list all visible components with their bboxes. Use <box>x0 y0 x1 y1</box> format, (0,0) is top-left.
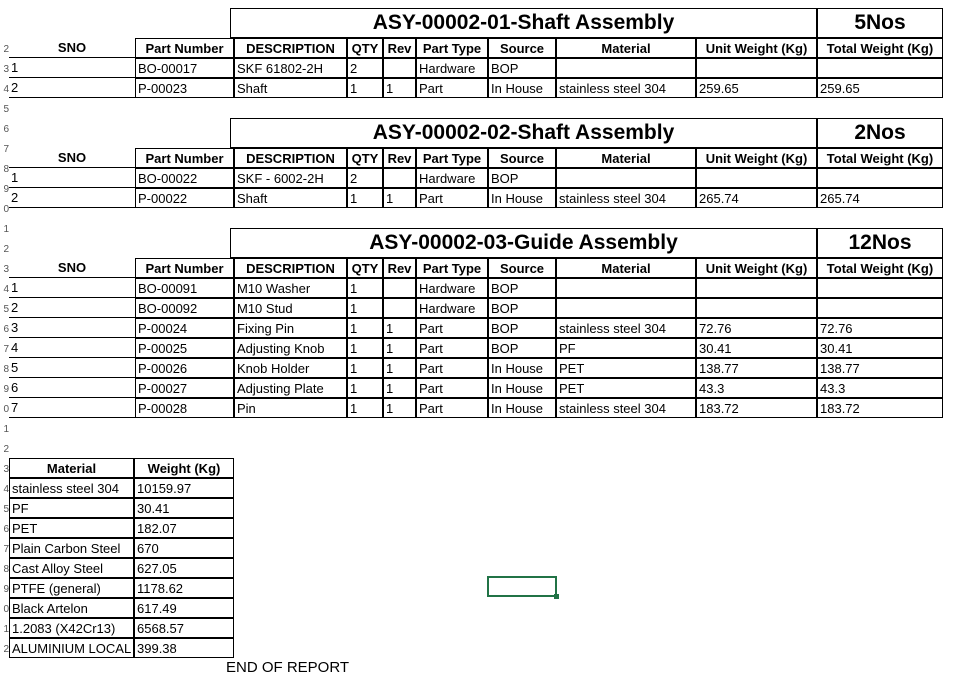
column-header[interactable]: Material <box>556 38 696 58</box>
table-cell[interactable] <box>817 298 943 318</box>
end-of-report: END OF REPORT <box>226 659 350 676</box>
column-header[interactable]: QTY <box>347 38 383 58</box>
table-cell[interactable]: 259.65 <box>696 78 817 98</box>
table-cell[interactable]: BO-00091 <box>135 278 234 298</box>
table-cell[interactable] <box>556 58 696 78</box>
table-cell[interactable]: 43.3 <box>817 378 943 398</box>
row-number[interactable]: 0 <box>3 204 9 215</box>
table-cell[interactable]: 5 <box>9 358 135 378</box>
table-cell[interactable]: 1 <box>383 78 416 98</box>
row-number[interactable]: 1 <box>3 224 9 235</box>
column-header[interactable]: Part Type <box>416 148 488 168</box>
column-header[interactable]: Rev <box>383 258 416 278</box>
table-cell[interactable]: P-00023 <box>135 78 234 98</box>
assembly-title[interactable]: ASY-00002-01-Shaft Assembly <box>230 8 817 38</box>
column-header[interactable]: Part Type <box>416 38 488 58</box>
summary-cell[interactable]: 10159.97 <box>134 478 234 498</box>
column-header[interactable]: Total Weight (Kg) <box>817 148 943 168</box>
table-cell[interactable]: M10 Washer <box>234 278 347 298</box>
row-number[interactable]: 2 <box>3 644 9 655</box>
row-number[interactable]: 9 <box>3 184 9 195</box>
table-cell[interactable]: Adjusting Plate <box>234 378 347 398</box>
summary-cell[interactable]: 627.05 <box>134 558 234 578</box>
table-cell[interactable]: 30.41 <box>696 338 817 358</box>
row-number[interactable]: 4 <box>3 484 9 495</box>
summary-header[interactable]: Material <box>9 458 134 478</box>
table-cell[interactable]: 265.74 <box>696 188 817 208</box>
table-cell[interactable]: 138.77 <box>817 358 943 378</box>
row-number[interactable]: 9 <box>3 384 9 395</box>
table-cell[interactable]: In House <box>488 358 556 378</box>
summary-cell[interactable]: 1178.62 <box>134 578 234 598</box>
column-header[interactable]: Total Weight (Kg) <box>817 258 943 278</box>
table-cell[interactable]: 1 <box>347 378 383 398</box>
row-number[interactable]: 9 <box>3 584 9 595</box>
table-cell[interactable]: Shaft <box>234 188 347 208</box>
table-cell[interactable]: SKF 61802-2H <box>234 58 347 78</box>
assembly-title[interactable]: ASY-00002-02-Shaft Assembly <box>230 118 817 148</box>
table-cell[interactable]: 1 <box>383 318 416 338</box>
table-cell[interactable]: Knob Holder <box>234 358 347 378</box>
table-cell[interactable]: 7 <box>9 398 135 418</box>
table-cell[interactable]: 1 <box>347 298 383 318</box>
table-cell[interactable]: 1 <box>9 168 135 188</box>
table-cell[interactable]: In House <box>488 78 556 98</box>
table-cell[interactable]: P-00026 <box>135 358 234 378</box>
row-number[interactable]: 7 <box>3 144 9 155</box>
table-cell[interactable]: 1 <box>383 358 416 378</box>
table-cell[interactable]: BOP <box>488 58 556 78</box>
table-cell[interactable]: P-00022 <box>135 188 234 208</box>
table-cell[interactable]: BO-00022 <box>135 168 234 188</box>
row-number[interactable]: 4 <box>3 84 9 95</box>
table-cell[interactable]: SKF - 6002-2H <box>234 168 347 188</box>
table-cell[interactable]: 1 <box>347 318 383 338</box>
table-cell[interactable]: 1 <box>9 278 135 298</box>
summary-cell[interactable]: Cast Alloy Steel <box>9 558 134 578</box>
table-cell[interactable]: Hardware <box>416 58 488 78</box>
assembly-quantity[interactable]: 5Nos <box>817 8 943 38</box>
table-cell[interactable]: Hardware <box>416 298 488 318</box>
row-number[interactable]: 0 <box>3 604 9 615</box>
table-cell[interactable]: 183.72 <box>696 398 817 418</box>
table-cell[interactable] <box>696 298 817 318</box>
table-cell[interactable]: Hardware <box>416 168 488 188</box>
table-cell[interactable]: BO-00017 <box>135 58 234 78</box>
table-cell[interactable]: P-00027 <box>135 378 234 398</box>
table-cell[interactable]: 3 <box>9 318 135 338</box>
row-number[interactable]: 6 <box>3 324 9 335</box>
column-header[interactable]: Part Number <box>135 258 234 278</box>
summary-cell[interactable]: stainless steel 304 <box>9 478 134 498</box>
table-cell[interactable]: 265.74 <box>817 188 943 208</box>
table-cell[interactable]: BO-00092 <box>135 298 234 318</box>
summary-cell[interactable]: 670 <box>134 538 234 558</box>
table-cell[interactable]: P-00025 <box>135 338 234 358</box>
table-cell[interactable] <box>383 58 416 78</box>
table-cell[interactable]: Adjusting Knob <box>234 338 347 358</box>
summary-header[interactable]: Weight (Kg) <box>134 458 234 478</box>
row-number[interactable]: 1 <box>3 424 9 435</box>
table-cell[interactable]: PF <box>556 338 696 358</box>
table-cell[interactable]: Pin <box>234 398 347 418</box>
table-cell[interactable]: stainless steel 304 <box>556 398 696 418</box>
table-cell[interactable]: Part <box>416 338 488 358</box>
table-cell[interactable] <box>696 278 817 298</box>
column-header[interactable]: Total Weight (Kg) <box>817 38 943 58</box>
row-number[interactable]: 2 <box>3 444 9 455</box>
column-header[interactable]: Rev <box>383 38 416 58</box>
column-header[interactable]: SNO <box>9 148 135 168</box>
table-cell[interactable]: Hardware <box>416 278 488 298</box>
table-cell[interactable]: Part <box>416 358 488 378</box>
table-cell[interactable]: 30.41 <box>817 338 943 358</box>
table-cell[interactable]: 4 <box>9 338 135 358</box>
table-cell[interactable] <box>383 168 416 188</box>
table-cell[interactable]: PET <box>556 378 696 398</box>
table-cell[interactable] <box>817 58 943 78</box>
table-cell[interactable]: M10 Stud <box>234 298 347 318</box>
row-number[interactable]: 3 <box>3 264 9 275</box>
column-header[interactable]: QTY <box>347 148 383 168</box>
table-cell[interactable]: 72.76 <box>696 318 817 338</box>
column-header[interactable]: Part Number <box>135 148 234 168</box>
table-cell[interactable]: 1 <box>347 398 383 418</box>
summary-cell[interactable]: Black Artelon <box>9 598 134 618</box>
row-number[interactable]: 7 <box>3 544 9 555</box>
table-cell[interactable]: 1 <box>347 358 383 378</box>
table-cell[interactable]: stainless steel 304 <box>556 188 696 208</box>
table-cell[interactable]: 6 <box>9 378 135 398</box>
table-cell[interactable] <box>383 278 416 298</box>
table-cell[interactable]: 138.77 <box>696 358 817 378</box>
summary-cell[interactable]: PET <box>9 518 134 538</box>
table-cell[interactable]: Fixing Pin <box>234 318 347 338</box>
table-cell[interactable] <box>696 58 817 78</box>
table-cell[interactable]: 259.65 <box>817 78 943 98</box>
row-number[interactable]: 5 <box>3 104 9 115</box>
row-number[interactable]: 3 <box>3 64 9 75</box>
table-cell[interactable]: PET <box>556 358 696 378</box>
table-cell[interactable]: 1 <box>383 398 416 418</box>
assembly-quantity[interactable]: 2Nos <box>817 118 943 148</box>
table-cell[interactable]: 1 <box>383 338 416 358</box>
table-cell[interactable] <box>556 298 696 318</box>
row-number[interactable]: 4 <box>3 284 9 295</box>
row-number[interactable]: 8 <box>3 564 9 575</box>
table-cell[interactable]: Part <box>416 398 488 418</box>
column-header[interactable]: Rev <box>383 148 416 168</box>
assembly-quantity[interactable]: 12Nos <box>817 228 943 258</box>
column-header[interactable]: DESCRIPTION <box>234 258 347 278</box>
row-number[interactable]: 5 <box>3 504 9 515</box>
row-number[interactable]: 6 <box>3 524 9 535</box>
summary-cell[interactable]: 6568.57 <box>134 618 234 638</box>
column-header[interactable]: Unit Weight (Kg) <box>696 38 817 58</box>
summary-cell[interactable]: 30.41 <box>134 498 234 518</box>
table-cell[interactable]: BOP <box>488 318 556 338</box>
table-cell[interactable]: P-00024 <box>135 318 234 338</box>
assembly-title[interactable]: ASY-00002-03-Guide Assembly <box>230 228 817 258</box>
table-cell[interactable]: BOP <box>488 298 556 318</box>
row-number[interactable]: 8 <box>3 364 9 375</box>
column-header[interactable]: DESCRIPTION <box>234 38 347 58</box>
summary-cell[interactable]: ALUMINIUM LOCAL <box>9 638 134 658</box>
table-cell[interactable] <box>696 168 817 188</box>
table-cell[interactable]: 2 <box>347 58 383 78</box>
table-cell[interactable]: In House <box>488 398 556 418</box>
column-header[interactable]: Material <box>556 148 696 168</box>
column-header[interactable]: Source <box>488 38 556 58</box>
table-cell[interactable]: BOP <box>488 278 556 298</box>
table-cell[interactable] <box>817 278 943 298</box>
row-number[interactable]: 7 <box>3 344 9 355</box>
table-cell[interactable] <box>383 298 416 318</box>
row-number[interactable]: 2 <box>3 44 9 55</box>
table-cell[interactable]: BOP <box>488 168 556 188</box>
summary-cell[interactable]: 182.07 <box>134 518 234 538</box>
table-cell[interactable]: stainless steel 304 <box>556 318 696 338</box>
column-header[interactable]: Part Type <box>416 258 488 278</box>
table-cell[interactable]: 1 <box>9 58 135 78</box>
summary-cell[interactable]: PTFE (general) <box>9 578 134 598</box>
summary-cell[interactable]: 617.49 <box>134 598 234 618</box>
column-header[interactable]: Unit Weight (Kg) <box>696 148 817 168</box>
summary-cell[interactable]: 1.2083 (X42Cr13) <box>9 618 134 638</box>
row-number[interactable]: 1 <box>3 624 9 635</box>
table-cell[interactable]: 1 <box>347 278 383 298</box>
summary-cell[interactable]: 399.38 <box>134 638 234 658</box>
summary-cell[interactable]: Plain Carbon Steel <box>9 538 134 558</box>
table-cell[interactable]: In House <box>488 378 556 398</box>
table-cell[interactable]: Part <box>416 188 488 208</box>
table-cell[interactable] <box>817 168 943 188</box>
table-cell[interactable]: In House <box>488 188 556 208</box>
column-header[interactable]: SNO <box>9 258 135 278</box>
table-cell[interactable]: P-00028 <box>135 398 234 418</box>
table-cell[interactable]: Shaft <box>234 78 347 98</box>
table-cell[interactable]: 1 <box>383 188 416 208</box>
table-cell[interactable]: 2 <box>9 298 135 318</box>
table-cell[interactable]: stainless steel 304 <box>556 78 696 98</box>
column-header[interactable]: Unit Weight (Kg) <box>696 258 817 278</box>
table-cell[interactable]: 1 <box>347 78 383 98</box>
table-cell[interactable]: Part <box>416 318 488 338</box>
column-header[interactable]: Source <box>488 148 556 168</box>
row-number[interactable]: 0 <box>3 404 9 415</box>
row-number[interactable]: 3 <box>3 464 9 475</box>
summary-cell[interactable]: PF <box>9 498 134 518</box>
table-cell[interactable]: 2 <box>9 188 135 208</box>
column-header[interactable]: Part Number <box>135 38 234 58</box>
row-number[interactable]: 8 <box>3 164 9 175</box>
column-header[interactable]: DESCRIPTION <box>234 148 347 168</box>
table-cell[interactable]: Part <box>416 378 488 398</box>
column-header[interactable]: SNO <box>9 38 135 58</box>
column-header[interactable]: QTY <box>347 258 383 278</box>
table-cell[interactable]: 2 <box>347 168 383 188</box>
table-cell[interactable]: 2 <box>9 78 135 98</box>
row-number[interactable]: 2 <box>3 244 9 255</box>
selected-cell[interactable] <box>487 576 557 597</box>
table-cell[interactable]: 72.76 <box>817 318 943 338</box>
table-cell[interactable] <box>556 278 696 298</box>
column-header[interactable]: Material <box>556 258 696 278</box>
table-cell[interactable]: 43.3 <box>696 378 817 398</box>
row-number[interactable]: 5 <box>3 304 9 315</box>
table-cell[interactable]: 183.72 <box>817 398 943 418</box>
table-cell[interactable]: 1 <box>347 338 383 358</box>
table-cell[interactable] <box>556 168 696 188</box>
column-header[interactable]: Source <box>488 258 556 278</box>
table-cell[interactable]: Part <box>416 78 488 98</box>
row-number[interactable]: 6 <box>3 124 9 135</box>
table-cell[interactable]: BOP <box>488 338 556 358</box>
table-cell[interactable]: 1 <box>347 188 383 208</box>
table-cell[interactable]: 1 <box>383 378 416 398</box>
